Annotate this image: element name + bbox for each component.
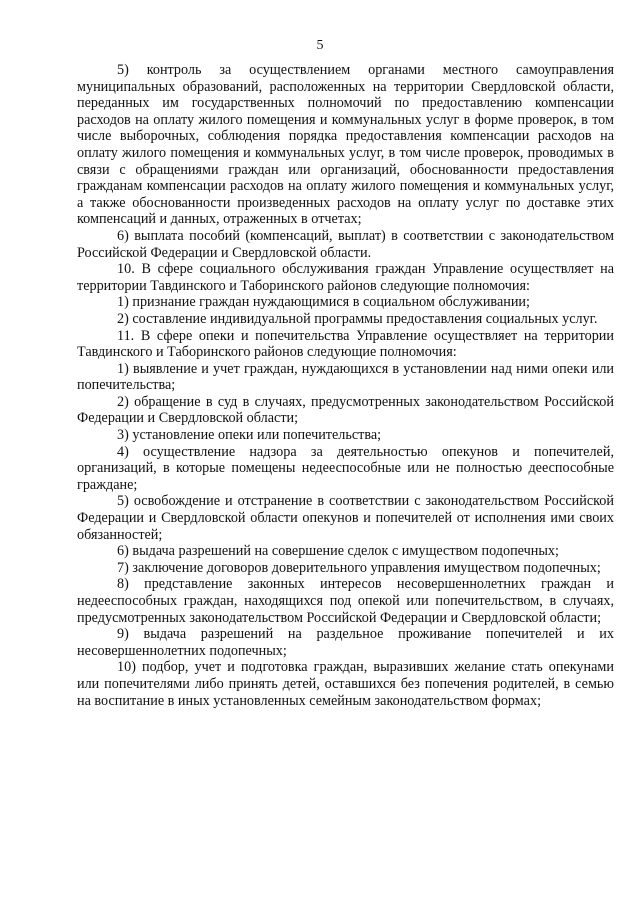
paragraph-item-1-identification: 1) выявление и учет граждан, нуждающихся в установлении над ними опеки или попечительства; (77, 360, 614, 394)
paragraph-item-2-individual-program: 2) составление индивидуальной программы предоставления социальных услуг. (117, 310, 598, 327)
paragraph-item-6-transaction-permits: 6) выдача разрешений на совершение сделок с имуществом подопечных; (117, 543, 559, 560)
paragraph-item-9-separate-residence: 9) выдача разрешений на раздельное проживание попечителей и их несовершеннолетних подопечных; (77, 626, 614, 659)
document-body (77, 62, 614, 709)
paragraph-item-5-control: 5) контроль за осуществлением органами местного самоуправления муниципальных образований, расположенных на территории Свердловской области, переданных им государственных полномочий по предоставлению компенсации расходов на оплату жилого помещения и коммунальных услуг в форме проверок, в том числе выборочных, соблюдения порядка предоставления компенсации расходов на оплату жилого помещения и коммунальных услуг, в том числе проверок, проводимых в связи с обращениями граждан или организаций, обоснованности предоставления гражданам компенсации расходов на оплату жилого помещения и коммунальных услуг, а также обоснованности произведенных расходов на оплату услуг по доставке этих компенсаций и данных, отраженных в отчетах; (77, 62, 614, 228)
paragraph-item-10-selection: 10) подбор, учет и подготовка граждан, выразивших желание стать опекунами или попечителями либо принять детей, оставшихся без попечения родителей, в семью на воспитание в иных установленных семейным законодательством формах; (77, 659, 614, 709)
paragraph-section-10-social-service: 10. В сфере социального обслуживания граждан Управление осуществляет на территории Тавдинского и Таборинского районов следующие полномочия: (77, 261, 614, 294)
paragraph-item-5-dismissal: 5) освобождение и отстранение в соответствии с законодательством Российской Федерации и Свердловской области опекунов и попечителей от исполнения ими своих обязанностей; (77, 493, 614, 543)
paragraph-item-4-supervision: 4) осуществление надзора за деятельностью опекунов и попечителей, организаций, в которые помещены недееспособные или не полностью дееспособные граждане; (77, 443, 614, 493)
paragraph-item-1-recognition: 1) признание граждан нуждающимися в социальном обслуживании; (117, 294, 530, 311)
paragraph-item-7-trust-agreements: 7) заключение договоров доверительного управления имуществом подопечных; (117, 559, 601, 576)
paragraph-item-3-establishment: 3) установление опеки или попечительства; (117, 427, 382, 444)
page-number: 5 (316, 38, 324, 53)
paragraph-item-2-court-appeal: 2) обращение в суд в случаях, предусмотренных законодательством Российской Федерации и Свердловской области; (77, 393, 614, 427)
paragraph-item-8-representation: 8) представление законных интересов несовершеннолетних граждан и недееспособных граждан, находящихся под опекой или попечительством, в случаях, предусмотренных законодательством Российской Федерации и Свердловской области; (77, 576, 614, 626)
paragraph-item-6-payments: 6) выплата пособий (компенсаций, выплат) в соответствии с законодательством Российской Федерации и Свердловской области. (77, 227, 614, 261)
paragraph-section-11-guardianship: 11. В сфере опеки и попечительства Управление осуществляет на территории Тавдинского и Таборинского районов следующие полномочия: (77, 327, 614, 361)
